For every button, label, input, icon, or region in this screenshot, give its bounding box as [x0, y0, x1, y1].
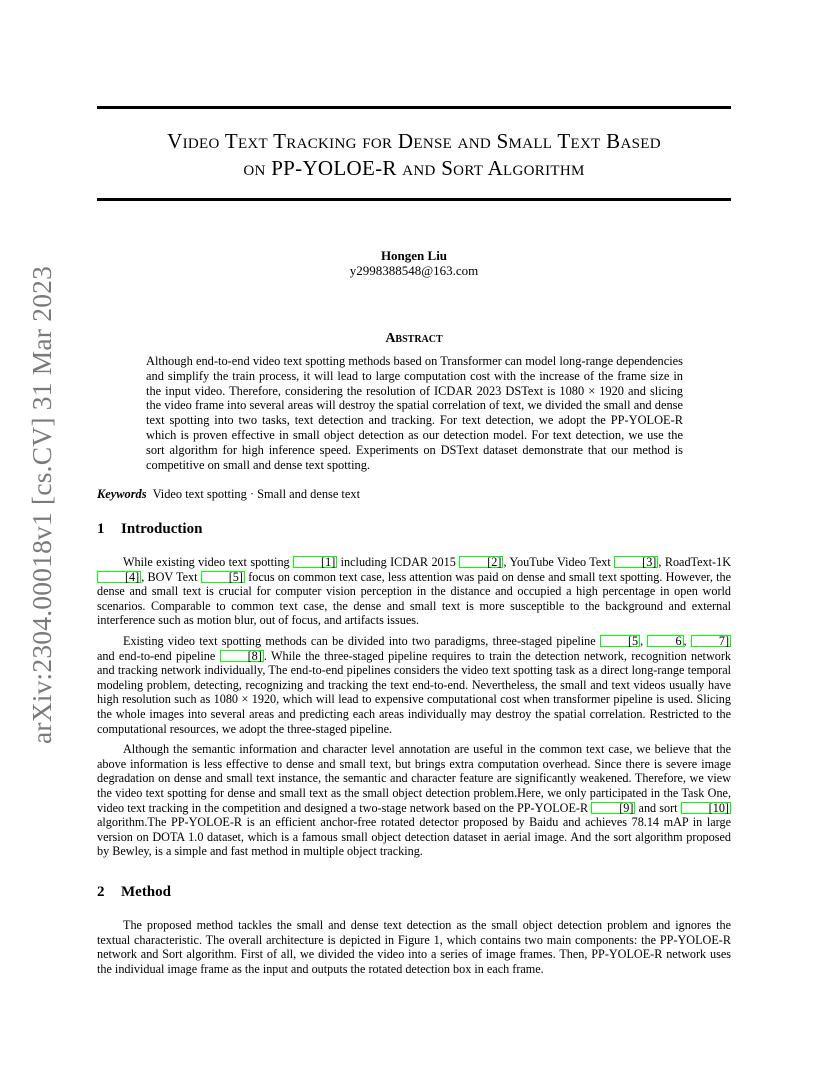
keywords-text: Video text spotting · Small and dense text: [152, 487, 361, 501]
text-run: , RoadText-1K: [658, 555, 731, 569]
title-rule-top: [97, 106, 731, 109]
author-email: y2998388548@163.com: [349, 263, 479, 278]
section-title: Introduction: [121, 521, 203, 537]
text-run: The proposed method tackles the small and dense text detection as the small object detection problem and ignores the textual characteristic. The overall architecture is depicted in Figure 1, which contains two main components: the PP-YOLOE-R network and Sort algorithm. First of all, we divided the video into a series of image frames. Then, PP-YOLOE-R network uses the individual image frame as the input and outputs the rotated detection box in each frame.: [97, 918, 731, 976]
abstract-text: Although end-to-end video text spotting methods based on Transformer can model long-range dependencies and simplify the train process, it will lead to large computation cost with the increase of the frame size in the input video. Therefore, considering the resolution of ICDAR 2023 DSText is 1080 × 1920 and slicing the video frame into several areas will destroy the spatial correlation of text, we divided the small and dense text spotting into two tasks, text detection and tracking. For text detection, we adopt the PP-YOLOE-R which is proven effective in small object detection as our detection model. For text detection, we use the sort algorithm for high inference speed. Experiments on DSText dataset demonstrate that our method is competitive on small and dense text spotting.: [146, 354, 683, 472]
paragraph: [97, 742, 731, 859]
text-run: ,: [683, 633, 691, 648]
author-name: Hongen Liu: [380, 248, 448, 263]
citation-link[interactable]: [2]: [459, 556, 503, 568]
section-title: Method: [121, 884, 171, 900]
keywords-line: [97, 487, 731, 502]
section-number: 1: [97, 521, 105, 537]
citation-link[interactable]: [5]: [201, 571, 245, 583]
method-body: [97, 918, 731, 982]
paper-title: [97, 128, 731, 182]
text-run: and end-to-end pipeline: [97, 648, 220, 663]
section-heading-method: [97, 884, 171, 901]
citation-link[interactable]: [10]: [681, 802, 731, 814]
text-run: Existing video text spotting methods can be divided into two paradigms, three-staged pipeline: [123, 633, 600, 648]
arxiv-identifier: arXiv:2304.00018v1 [cs.CV] 31 Mar 2023: [26, 265, 58, 745]
text-run: algorithm.The PP-YOLOE-R is an efficient anchor-free rotated detector proposed by Baidu and achieves 78.14 mAP in large version on DOTA 1.0 dataset, which is a famous small object detection dataset in aerial image. And the sort algorithm proposed by Bewley, is a simple and fast method in multiple object tracking.: [97, 815, 731, 859]
arxiv-identifier-sidebar: [22, 265, 62, 745]
introduction-body: [97, 555, 731, 865]
author-block: [97, 248, 731, 278]
citation-link[interactable]: 7]: [691, 635, 731, 647]
text-run: While existing video text spotting: [123, 555, 294, 569]
text-run: and sort: [635, 800, 681, 815]
paragraph: [97, 555, 731, 628]
paper-title-line-1: Video Text Tracking for Dense and Small Text Based: [167, 129, 661, 153]
citation-link[interactable]: [3]: [614, 556, 658, 568]
text-run: ,: [640, 633, 648, 648]
paper-title-line-2: on PP-YOLOE-R and Sort Algorithm: [243, 156, 585, 180]
citation-link[interactable]: [5: [600, 635, 640, 647]
section-number: 2: [97, 884, 105, 900]
section-heading-introduction: [97, 521, 202, 538]
citation-link[interactable]: [1]: [293, 556, 337, 568]
text-run: , BOV Text: [141, 569, 201, 584]
title-rule-bottom: [97, 198, 731, 201]
citation-link[interactable]: [8]: [220, 650, 264, 662]
paragraph: [97, 918, 731, 976]
text-run: including ICDAR 2015: [337, 555, 460, 569]
text-run: focus on common text case, less attention was paid on dense and small text spotting. However, the dense and small text is crucial for computer vision perception in the distance and occupied a high percentage in open world scenarios. Comparable to common text case, the dense and small text is more susceptible to the background and external interference such as motion blur, out of focus, and artifacts issues.: [97, 569, 731, 628]
text-run: , YouTube Video Text: [503, 555, 615, 569]
citation-link[interactable]: 6: [647, 635, 683, 647]
keywords-label: Keywords: [97, 487, 147, 501]
paragraph: [97, 634, 731, 736]
text-run: . While the three-staged pipeline requires to train the detection network, recognition network and tracking network individually, The end-to-end pipelines considers the video text spotting task as a direct long-range temporal modeling problem, detecting, recognizing and tracking the text end-to-end. Nevertheless, the small and text videos usually have high resolution such as 1080 × 1920, which will lead to expensive computational cost when transformer pipeline is used. Slicing the whole images into several areas and predicting each areas individually may destroy the spatial correlation. Restricted to the computational resources, we adopt the three-staged pipeline.: [97, 648, 731, 736]
citation-link[interactable]: [4]: [97, 571, 141, 583]
text-run: Although the semantic information and character level annotation are useful in the common text case, we believe that the above information is less effective to dense and small text, but brings extra computation overhead. Since there is severe image degradation on dense and small text instance, the semantic and character feature are significantly weakened. Therefore, we view the video text spotting for dense and small text as the small object detection problem.Here, we only participated in the Task One, video text tracking in the competition and designed a two-stage network based on the PP-YOLOE-R: [97, 742, 731, 815]
citation-link[interactable]: [9]: [591, 802, 635, 814]
abstract-heading: Abstract: [385, 331, 443, 346]
